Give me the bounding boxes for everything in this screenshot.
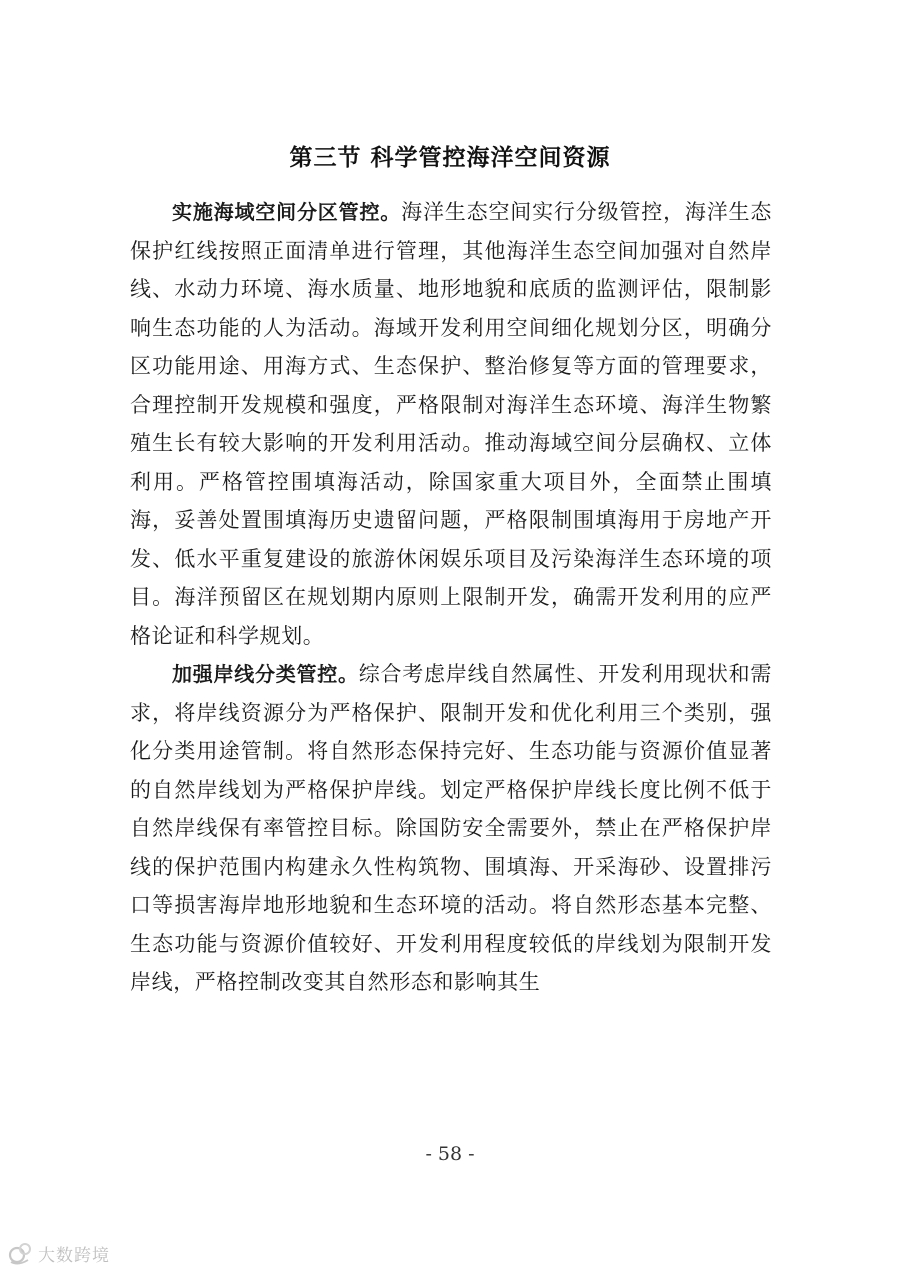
page-number: - 58 - xyxy=(425,1143,475,1165)
paragraph-lead: 加强岸线分类管控。 xyxy=(172,662,359,686)
paragraph-text: 海洋生态空间实行分级管控，海洋生态保护红线按照正面清单进行管理，其他海洋生态空间加强对自然岸线、水动力环境、海水质量、地形地貌和底质的监测评估，限制影响生态功能的人为活动。海域开发利用空间细化规划分区，明确分区功能用途、用海方式、生态保护、整治修复等方面的管理要求，合理控制开发规模和强度，严格限制对海洋生态环境、海洋生物繁殖生长有较大影响的开发利用活动。推动海域空间分层确权、立体利用。严格管控围填海活动，除国家重大项目外，全面禁止围填海，妥善处置围填海历史遗留问题，严格限制围填海用于房地产开发、低水平重复建设的旅游休闲娱乐项目及污染海洋生态环境的项目。海洋预留区在规划期内原则上限制开发，确需开发利用的应严格论证和科学规划。 xyxy=(130,200,772,648)
section-title: 第三节 科学管控海洋空间资源 xyxy=(289,145,611,171)
paragraph-lead: 实施海域空间分区管控。 xyxy=(172,200,402,224)
paragraph-shoreline-control xyxy=(130,655,772,1002)
paragraph-sea-area-zoning xyxy=(130,193,772,655)
watermark-text: 大数跨境 xyxy=(38,1245,110,1266)
watermark xyxy=(8,1240,110,1266)
body-text xyxy=(130,193,772,1002)
paragraph-text: 综合考虑岸线自然属性、开发利用现状和需求，将岸线资源分为严格保护、限制开发和优化利用三个类别，强化分类用途管制。将自然形态保持完好、生态功能与资源价值显著的自然岸线划为严格保护岸线。划定严格保护岸线长度比例不低于自然岸线保有率管控目标。除国防安全需要外，禁止在严格保护岸线的保护范围内构建永久性构筑物、围填海、开采海砂、设置排污口等损害海岸地形地貌和生态环境的活动。将自然形态基本完整、生态功能与资源价值较好、开发利用程度较低的岸线划为限制开发岸线，严格控制改变其自然形态和影响其生 xyxy=(130,662,772,994)
brand-logo-icon xyxy=(8,1240,34,1266)
